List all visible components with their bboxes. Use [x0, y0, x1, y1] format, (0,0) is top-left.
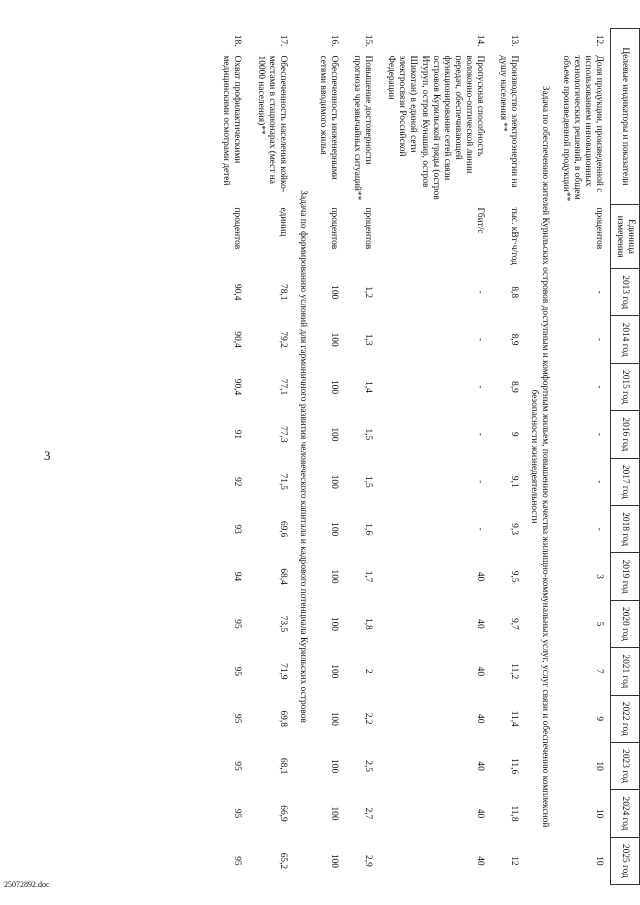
- header-year: 2025 год: [610, 837, 639, 884]
- value-cell: 1,4: [363, 381, 374, 393]
- row-number: 18.: [232, 34, 243, 47]
- header-year: 2023 год: [610, 742, 639, 789]
- value-cell: 100: [329, 759, 340, 774]
- row-number: 16.: [329, 34, 340, 47]
- header-year: 2019 год: [610, 553, 639, 600]
- value-cell: 1,7: [363, 570, 374, 583]
- value-cell: 95: [232, 714, 243, 724]
- value-cell: 40: [475, 666, 486, 677]
- value-cell: 95: [232, 808, 243, 819]
- value-cell: 100: [329, 569, 340, 584]
- value-cell: 1,3: [363, 333, 374, 346]
- value-cell: 90,4: [232, 331, 243, 348]
- value-cell: 40: [475, 714, 486, 724]
- indicator-name: Обеспеченность населения койко-местами в стационарах (мест на 10000 населения)**: [255, 55, 288, 192]
- value-cell: 93: [232, 524, 243, 534]
- value-cell: -: [593, 527, 604, 531]
- table-row: [379, 29, 491, 885]
- unit-cell: единиц: [277, 207, 288, 237]
- value-cell: 94: [232, 571, 243, 582]
- indicator-name: Доля продукции, произведенной с использованием инновационных технологических решений, в общем объеме произведенной продукции**: [560, 55, 604, 202]
- value-cell: 3: [593, 574, 604, 579]
- value-cell: 11,6: [509, 758, 520, 775]
- value-cell: 100: [329, 474, 340, 489]
- section-heading-row: [525, 29, 553, 885]
- value-cell: -: [475, 432, 486, 436]
- value-cell: 9,7: [509, 618, 520, 630]
- header-year: 2018 год: [610, 505, 639, 552]
- value-cell: 100: [329, 711, 340, 726]
- value-cell: 79,2: [277, 331, 288, 348]
- value-cell: 100: [329, 806, 340, 821]
- value-cell: 9,1: [509, 475, 520, 488]
- value-cell: -: [593, 432, 604, 436]
- table-row: [214, 29, 248, 885]
- unit-cell: процентов: [329, 207, 340, 250]
- row-number: 17.: [277, 34, 288, 47]
- value-cell: 100: [329, 427, 340, 442]
- value-cell: 11,8: [509, 805, 520, 822]
- value-cell: 40: [475, 808, 486, 819]
- section-heading-row: [294, 29, 311, 885]
- value-cell: 40: [475, 761, 486, 771]
- unit-cell: процентов: [232, 207, 243, 250]
- value-cell: 2: [363, 668, 374, 674]
- value-cell: 10: [593, 856, 604, 866]
- value-cell: 100: [329, 853, 340, 868]
- value-cell: -: [593, 480, 604, 484]
- indicator-name: Пропускная способность волоконно-оптической линии передач, обеспечивающей функционирование сетей связи островов Курильской гряды (остров Итуруп, остров Кунашир, остров Шикотан) в единой сети электросвязи Российской Федерации: [386, 55, 486, 200]
- value-cell: 7: [593, 668, 604, 674]
- value-cell: 11,4: [509, 710, 520, 727]
- table-row: [345, 29, 379, 885]
- value-cell: 8,9: [509, 333, 520, 346]
- value-cell: 77,3: [277, 426, 288, 443]
- value-cell: 73,5: [277, 615, 288, 633]
- rotated-table-container: [70, 28, 640, 884]
- value-cell: -: [475, 527, 486, 531]
- page-number: 3: [44, 448, 51, 463]
- value-cell: 1,8: [363, 618, 374, 630]
- value-cell: 100: [329, 379, 340, 395]
- value-cell: 90,4: [232, 284, 243, 301]
- value-cell: 71,5: [277, 473, 288, 490]
- unit-cell: процентов: [363, 207, 374, 250]
- value-cell: 69,8: [277, 710, 288, 727]
- table-row: [248, 29, 293, 885]
- unit-cell: Гбит/с: [475, 207, 486, 234]
- header-year: 2016 год: [610, 411, 639, 458]
- value-cell: 10: [593, 761, 604, 771]
- value-cell: 40: [475, 856, 486, 866]
- value-cell: 1,5: [363, 475, 374, 488]
- indicator-name: Обеспеченность инженерными сетями вводимого жилья: [317, 55, 340, 180]
- value-cell: 9: [509, 432, 520, 437]
- section-heading: Задача по формированию условий для гармоничного развития человеческого капитала и кадрового потенциала Курильских островов: [297, 190, 308, 723]
- header-unit: Единица измерения: [610, 205, 639, 269]
- value-cell: 92: [232, 477, 243, 487]
- value-cell: 9,5: [509, 570, 520, 583]
- value-cell: 9,3: [509, 523, 520, 536]
- value-cell: 91: [232, 429, 243, 440]
- value-cell: 65,2: [277, 852, 288, 870]
- value-cell: -: [475, 290, 486, 294]
- value-cell: -: [475, 385, 486, 389]
- value-cell: 95: [232, 619, 243, 629]
- table-row: [491, 29, 525, 885]
- unit-cell: процентов: [593, 207, 604, 250]
- row-number: 12.: [593, 34, 604, 47]
- value-cell: 95: [232, 666, 243, 677]
- value-cell: 100: [329, 285, 340, 300]
- header-year: 2024 год: [610, 790, 639, 837]
- indicator-name: Повышение достоверности прогноза чрезвычайных ситуаций**: [352, 55, 374, 201]
- value-cell: 100: [329, 664, 340, 679]
- value-cell: 8,8: [509, 286, 520, 299]
- value-cell: 90,4: [232, 378, 243, 396]
- value-cell: 69,6: [277, 520, 288, 538]
- header-year: 2015 год: [610, 363, 639, 410]
- value-cell: 68,1: [277, 757, 288, 775]
- value-cell: 77,1: [277, 378, 288, 396]
- row-number: 13.: [509, 34, 520, 47]
- value-cell: 68,4: [277, 568, 288, 585]
- value-cell: 95: [232, 761, 243, 771]
- value-cell: 9: [593, 716, 604, 722]
- value-cell: 2,2: [363, 712, 374, 725]
- value-cell: -: [593, 385, 604, 389]
- value-cell: -: [475, 338, 486, 342]
- value-cell: 66,9: [277, 805, 288, 822]
- value-cell: 40: [475, 619, 486, 629]
- value-cell: 100: [329, 616, 340, 631]
- header-year: 2021 год: [610, 648, 639, 695]
- value-cell: 71,9: [277, 663, 288, 680]
- header-year: 2017 год: [610, 458, 639, 505]
- section-heading: Задача по обеспечению жителей Курильских островов доступным и комфортным жильем, повышению качества жилищно-коммунальных услуг, услуг связи и обеспечению комплексной безопасности жизнедеятельности: [529, 85, 551, 828]
- value-cell: 1,6: [363, 523, 374, 536]
- value-cell: 40: [475, 571, 486, 582]
- header-year: 2020 год: [610, 600, 639, 647]
- value-cell: 10: [593, 808, 604, 819]
- value-cell: 2,9: [363, 855, 374, 867]
- indicators-table: [214, 28, 640, 885]
- header-year: 2022 год: [610, 695, 639, 742]
- value-cell: 5: [593, 621, 604, 627]
- value-cell: 100: [329, 332, 340, 347]
- value-cell: -: [593, 338, 604, 342]
- value-cell: 11,2: [509, 663, 520, 680]
- value-cell: -: [475, 480, 486, 484]
- value-cell: 1,5: [363, 428, 374, 441]
- row-number: 14.: [475, 34, 486, 47]
- indicator-name: Охват профилактическими медицинскими осмотрами детей: [221, 55, 243, 186]
- value-cell: 100: [329, 522, 340, 537]
- header-indicator: Целевые индикаторы и показатели: [610, 29, 639, 205]
- value-cell: 8,9: [509, 381, 520, 393]
- value-cell: 95: [232, 856, 243, 866]
- header-year: 2013 год: [610, 269, 639, 316]
- value-cell: 2,7: [363, 807, 374, 820]
- indicator-name: Производство электроэнергии на душу населения **: [498, 55, 520, 188]
- table-row: [311, 29, 345, 885]
- header-year: 2014 год: [610, 316, 639, 363]
- unit-cell: тыс. кВт·ч/год: [509, 207, 520, 265]
- table-body: [214, 29, 610, 885]
- table-header-row: [610, 29, 639, 885]
- document-code: 25072892.doc: [4, 880, 50, 889]
- value-cell: 12: [509, 856, 520, 866]
- value-cell: 78,1: [277, 284, 288, 301]
- table-row: [553, 29, 610, 885]
- value-cell: -: [593, 290, 604, 294]
- value-cell: 2,5: [363, 760, 374, 772]
- row-number: 15.: [363, 34, 374, 47]
- value-cell: 1,2: [363, 286, 374, 299]
